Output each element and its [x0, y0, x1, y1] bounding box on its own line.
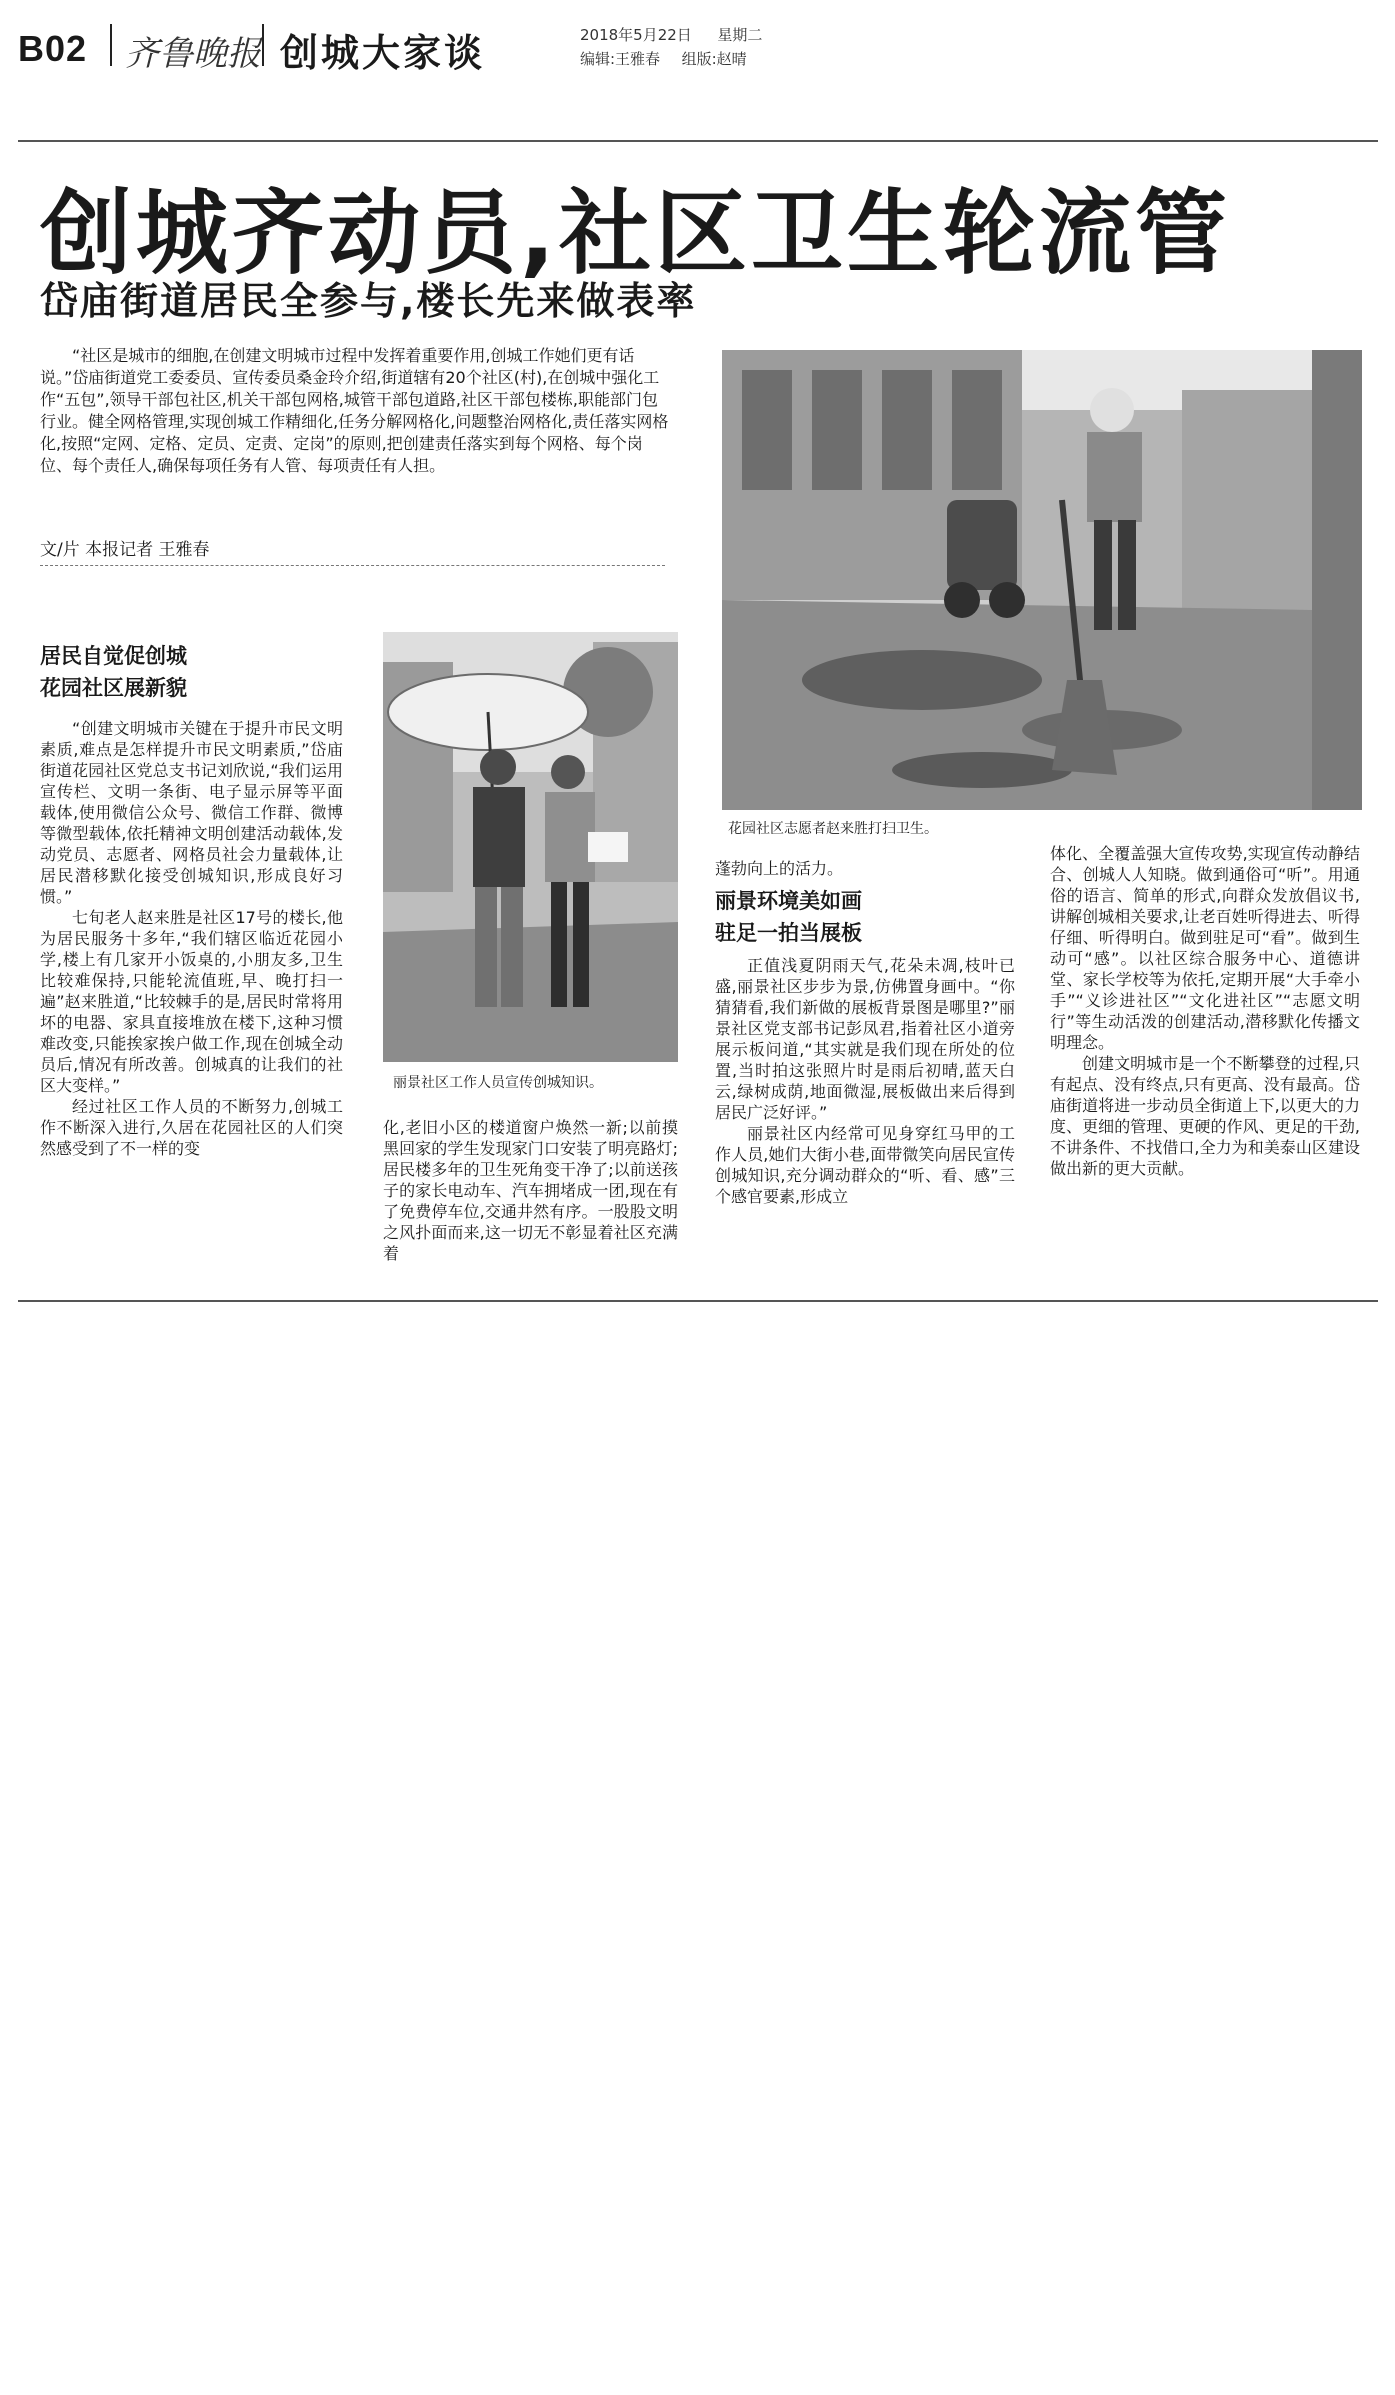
section-heading-2 [715, 885, 1015, 949]
editor-line [580, 48, 747, 69]
photo-community-workers [383, 632, 678, 1062]
section-heading-line: 居民自觉促创城 [40, 644, 187, 668]
paragraph: 蓬勃向上的活力。 [715, 859, 844, 878]
publication-weekday: 星期二 [717, 26, 763, 44]
section-heading-line: 花园社区展新貌 [40, 676, 187, 700]
article-column-1 [40, 718, 343, 1159]
publication-date-line [580, 24, 762, 45]
paragraph: 体化、全覆盖强大宣传攻势,实现宣传动静结合、创城人人知晓。做到通俗可“听”。用通俗的语言、简单的形式,向群众发放倡议书,讲解创城相关要求,让老百姓听得进去、听得仔细、听得明白。做到驻足可“看”。做到生动可“感”。以社区综合服务中心、道德讲堂、家长学校等为依托,定期开展“大手牵小手”“义诊进社区”“文化进社区”“志愿文明行”等生动活泼的创建活动,潜移默化传播文明理念。 [1050, 844, 1360, 1052]
paragraph: “创建文明城市关键在于提升市民文明素质,难点是怎样提升市民文明素质,”岱庙街道花园社区党总支书记刘欣说,“我们运用宣传栏、文明一条街、电子显示屏等平面载体,使用微信公众号、微信工作群、微博等微型载体,依托精神文明创建活动载体,发动党员、志愿者、网格员社会力量载体,让居民潜移默化接受创城知识,形成良好习惯。” [40, 719, 343, 906]
photo-volunteer-sweeping [722, 350, 1362, 810]
lede-paragraph: “社区是城市的细胞,在创建文明城市过程中发挥着重要作用,创城工作她们更有话说。”岱庙街道党工委委员、宣传委员桑金玲介绍,街道辖有20个社区(村),在创城中强化工作“五包”,领导干部包社区,机关干部包网格,城管干部包道路,社区干部包楼栋,职能部门包行业。健全网格管理,实现创城工作精细化,任务分解网格化,问题整治网格化,责任落实网格化,按照“定网、定格、定员、定责、定岗”的原则,把创建责任落实到每个网格、每个岗位、每个责任人,确保每项任务有人管、每项责任有人担。 [40, 346, 669, 475]
section-heading-1 [40, 640, 187, 704]
article-column-2 [383, 1117, 678, 1264]
header-rule [18, 140, 1378, 142]
byline: 文/片 本报记者 王雅春 [40, 540, 210, 560]
layout-editor: 组版:赵晴 [681, 50, 747, 68]
article-column-4 [1050, 843, 1360, 1179]
paragraph: 经过社区工作人员的不断努力,创城工作不断深入进行,久居在花园社区的人们突然感受到了不一样的变 [40, 1097, 343, 1158]
paragraph: 丽景社区内经常可见身穿红马甲的工作人员,她们大街小巷,面带微笑向居民宣传创城知识,充分调动群众的“听、看、感”三个感官要素,形成立 [715, 1124, 1015, 1206]
byline-divider [40, 565, 665, 566]
headline: 创城齐动员,社区卫生轮流管 [40, 180, 1231, 287]
paragraph: 化,老旧小区的楼道窗户焕然一新;以前摸黑回家的学生发现家门口安装了明亮路灯;居民楼多年的卫生死角变干净了;以前送孩子的家长电动车、汽车拥堵成一团,现在有了免费停车位,交通井然有序。一股股文明之风扑面而来,这一切无不彰显着社区充满着 [383, 1118, 678, 1263]
subheadline: 岱庙街道居民全参与,楼长先来做表率 [40, 279, 697, 323]
page-number: B02 [18, 28, 88, 69]
photo-caption: 丽景社区工作人员宣传创城知识。 [393, 1075, 603, 1091]
photo-illustration [722, 350, 1362, 810]
article-column-3 [715, 858, 1015, 1207]
section-heading-line: 丽景环境美如画 [715, 889, 862, 913]
masthead-divider [110, 24, 112, 66]
publication-date: 2018年5月22日 [580, 26, 692, 44]
editor: 编辑:王雅春 [580, 50, 661, 68]
paragraph: 正值浅夏阴雨天气,花朵未凋,枝叶已盛,丽景社区步步为景,仿佛置身画中。“你猜猜看,我们新做的展板背景图是哪里?”丽景社区党支部书记彭凤君,指着社区小道旁展示板问道,“其实就是我们现在所处的位置,当时拍这张照片时是雨后初晴,蓝天白云,绿树成荫,地面微湿,展板做出来后得到居民广泛好评。” [715, 956, 1015, 1122]
masthead-divider [262, 24, 264, 66]
section-heading-line: 驻足一拍当展板 [715, 921, 862, 945]
footer-rule [18, 1300, 1378, 1302]
newspaper-logo: 齐鲁晚报 [125, 34, 261, 74]
paragraph: 七旬老人赵来胜是社区17号的楼长,他为居民服务十多年,“我们辖区临近花园小学,楼上有几家开小饭桌的,小朋友多,卫生比较难保持,只能轮流值班,早、晚打扫一遍”赵来胜道,“比较棘手的是,居民时常将用坏的电器、家具直接堆放在楼下,这种习惯难改变,只能挨家挨户做工作,现在创城全动员后,情况有所改善。创城真的让我们的社区大变样。” [40, 908, 343, 1095]
column-title: 创城大家谈 [280, 31, 486, 75]
photo-illustration [383, 632, 678, 1062]
paragraph: 创建文明城市是一个不断攀登的过程,只有起点、没有终点,只有更高、没有最高。岱庙街道将进一步动员全街道上下,以更大的力度、更细的管理、更硬的作风、更足的干劲,不讲条件、不找借口,全力为和美泰山区建设做出新的更大贡献。 [1050, 1054, 1360, 1178]
photo-caption: 花园社区志愿者赵来胜打扫卫生。 [728, 821, 938, 837]
